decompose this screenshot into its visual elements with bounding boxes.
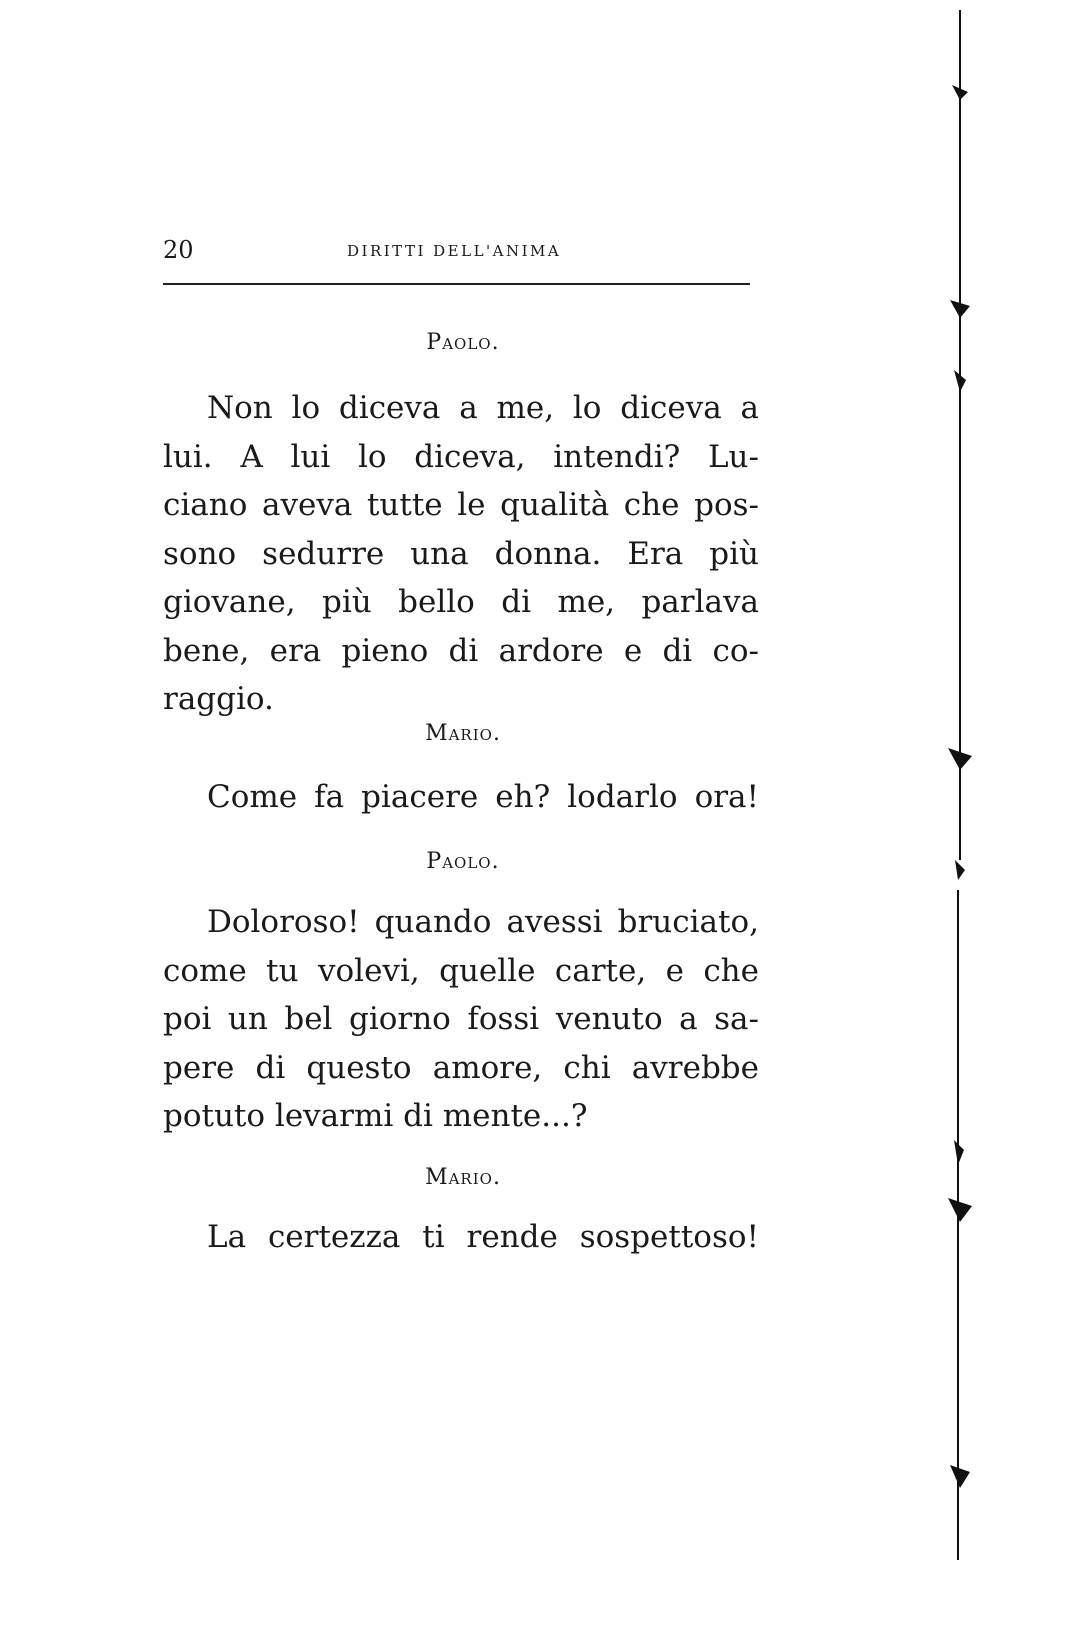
speech-block <box>163 384 759 724</box>
speaker-label: Paolo. <box>426 330 500 355</box>
binding-knot <box>950 1465 970 1488</box>
page-number: 20 <box>163 236 194 264</box>
speech-line: giovane, più bello di me, parlava <box>163 584 759 620</box>
speech-block <box>163 773 759 822</box>
speech-line: raggio. <box>163 681 274 717</box>
speech-block <box>163 1213 759 1262</box>
speech-line: pere di questo amore, chi avrebbe <box>163 1049 759 1086</box>
speech-line: sono sedurre una donna. Era più <box>163 535 759 572</box>
binding-edge <box>940 0 980 1630</box>
running-title: DIRITTI DELL'ANIMA <box>347 242 562 260</box>
speech-line: Doloroso! quando avessi bruciato, <box>207 904 759 940</box>
speech-line: Non lo diceva a me, lo diceva a <box>207 390 759 426</box>
speaker-label: Paolo. <box>426 849 500 874</box>
speech-line: bene, era pieno di ardore e di co- <box>163 632 759 669</box>
page-header <box>163 236 750 276</box>
binding-knot <box>955 860 965 880</box>
binding-knot <box>948 1198 972 1222</box>
speech-line: La certezza ti rende sospettoso! <box>207 1219 759 1255</box>
speech-line: poi un bel giorno fossi venuto a sa- <box>163 1001 759 1037</box>
speech-line: come tu volevi, quelle carte, e che <box>163 952 759 989</box>
speaker-label: Mario. <box>425 1165 501 1190</box>
header-rule <box>163 283 750 285</box>
speech-line: potuto levarmi di mente...? <box>163 1098 588 1134</box>
speaker-label: Mario. <box>425 721 501 746</box>
speech-line: Come fa piacere eh? lodarlo ora! <box>207 779 759 815</box>
speech-block <box>163 898 759 1141</box>
speech-line: lui. A lui lo diceva, intendi? Lu- <box>163 438 759 475</box>
speech-line: ciano aveva tutte le qualità che pos- <box>163 487 759 523</box>
